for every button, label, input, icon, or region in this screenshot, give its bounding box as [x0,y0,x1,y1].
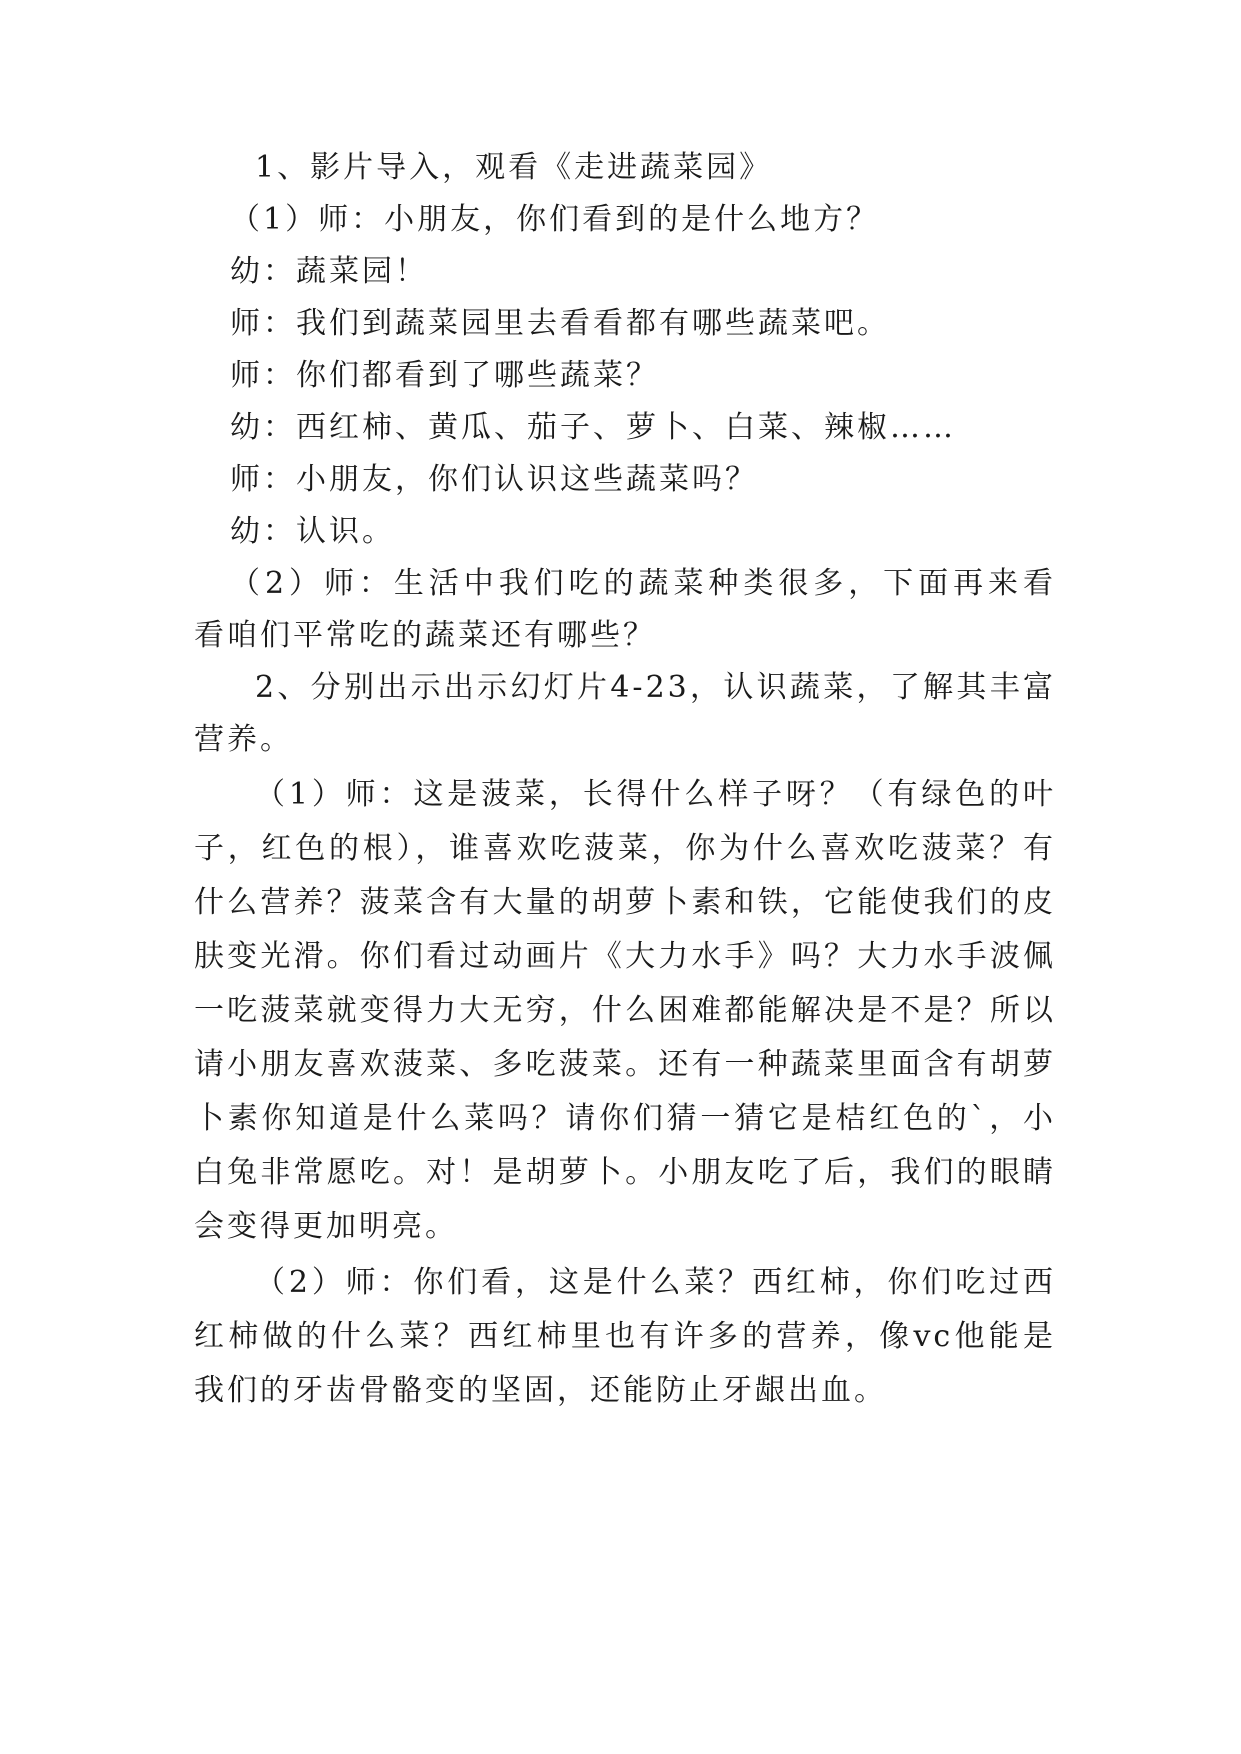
text-line-22: （2）师：你们看，这是什么菜？西红柿，你们吃过西 [255,1265,1056,1300]
text-line-3: 幼：蔬菜园！ [230,254,428,289]
text-line-23: 红柿做的什么菜？西红柿里也有许多的营养，像vc他能是 [194,1319,1056,1354]
text-line-7: 师：小朋友，你们认识这些蔬菜吗？ [230,462,758,497]
text-line-2: （1）师：小朋友，你们看到的是什么地方？ [230,202,880,237]
text-line-5: 师：你们都看到了哪些蔬菜？ [230,358,659,393]
text-line-16: 肤变光滑。你们看过动画片《大力水手》吗？大力水手波佩 [194,939,1056,974]
text-line-24: 我们的牙齿骨骼变的坚固，还能防止牙龈出血。 [194,1373,887,1408]
text-line-13: （1）师：这是菠菜，长得什么样子呀？（有绿色的叶 [255,777,1056,812]
text-line-8: 幼：认识。 [230,514,395,549]
text-line-11: 2、分别出示出示幻灯片4-23，认识蔬菜，了解其丰富 [255,670,1056,705]
text-line-9: （2）师：生活中我们吃的蔬菜种类很多，下面再来看 [230,566,1056,601]
text-line-21: 会变得更加明亮。 [194,1209,458,1244]
text-line-12: 营养。 [194,722,293,757]
text-line-19: 卜素你知道是什么菜吗？请你们猜一猜它是桔红色的`，小 [194,1101,1056,1136]
text-line-20: 白兔非常愿吃。对！是胡萝卜。小朋友吃了后，我们的眼睛 [194,1155,1056,1190]
text-line-14: 子，红色的根），谁喜欢吃菠菜，你为什么喜欢吃菠菜？有 [194,831,1056,866]
text-line-6: 幼：西红柿、黄瓜、茄子、萝卜、白菜、辣椒…… [230,410,956,445]
text-line-17: 一吃菠菜就变得力大无穷，什么困难都能解决是不是？所以 [194,993,1056,1028]
text-line-4: 师：我们到蔬菜园里去看看都有哪些蔬菜吧。 [230,306,890,341]
text-line-10: 看咱们平常吃的蔬菜还有哪些？ [194,618,656,653]
text-line-18: 请小朋友喜欢菠菜、多吃菠菜。还有一种蔬菜里面含有胡萝 [194,1047,1056,1082]
text-line-1: 1、影片导入，观看《走进蔬菜园》 [255,150,773,185]
text-line-15: 什么营养？菠菜含有大量的胡萝卜素和铁，它能使我们的皮 [194,885,1056,920]
